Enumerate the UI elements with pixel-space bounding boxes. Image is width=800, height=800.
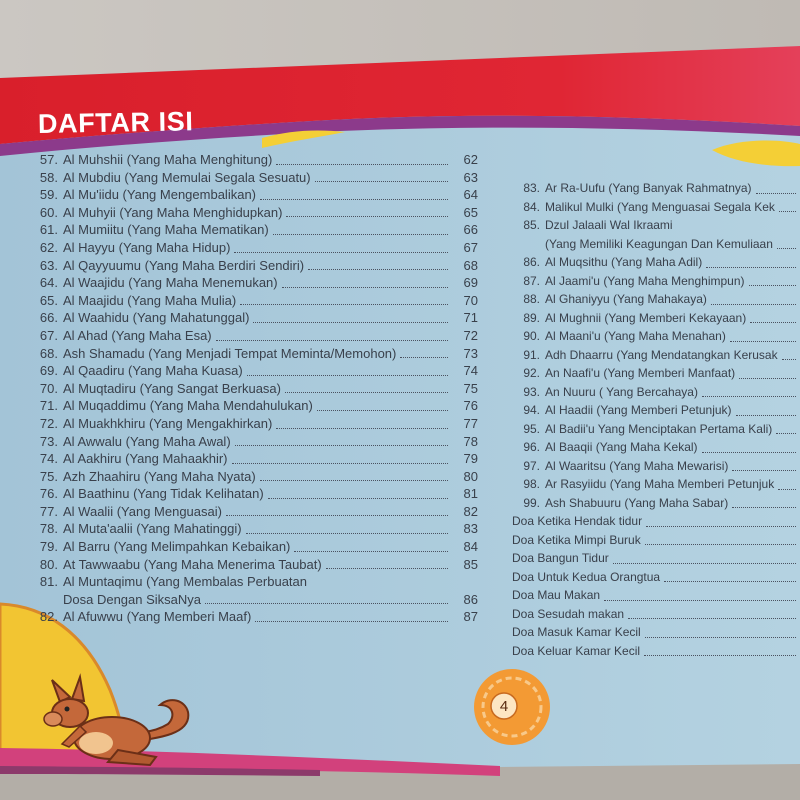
toc-entry: [30, 257, 478, 275]
toc-entry: [512, 179, 800, 198]
dot-leader: [282, 274, 448, 288]
toc-entry: [30, 362, 478, 380]
toc-entry: [30, 292, 478, 310]
toc-entry: [30, 556, 478, 574]
entry-page-number: 77: [463, 415, 478, 431]
entry-title: Doa Mau Makan: [512, 588, 601, 602]
toc-entry: [512, 290, 800, 309]
dot-leader: [604, 586, 796, 601]
toc-entry: [512, 494, 800, 513]
dot-leader: [702, 438, 796, 453]
dot-leader: [205, 591, 448, 605]
entry-title: Doa Bangun Tidur: [512, 551, 609, 565]
entry-title-continuation: Dosa Dengan SiksaNya: [63, 591, 202, 607]
kangaroo-eye: [65, 707, 70, 712]
entry-number-spacer: [30, 591, 58, 609]
entry-title: Al Jaami'u (Yang Maha Menghimpun): [545, 273, 745, 288]
dot-leader: [400, 345, 448, 359]
dot-leader: [315, 169, 448, 183]
entry-page-number: 87: [463, 609, 478, 625]
entry-title: Al Mu'iidu (Yang Mengembalikan): [63, 187, 257, 203]
entry-number: 93.: [523, 384, 540, 399]
toc-entry: [512, 420, 800, 439]
entry-page-number: 76: [463, 398, 478, 414]
entry-title: Ash Shabuuru (Yang Maha Sabar): [545, 495, 729, 510]
dot-leader: [732, 494, 796, 509]
entry-number: 66.: [39, 310, 58, 326]
toc-entry: [512, 309, 800, 328]
entry-title: Dzul Jalaali Wal Ikraami: [545, 218, 673, 232]
toc-entry: [512, 475, 800, 494]
toc-entry: [512, 198, 800, 217]
entry-page-number: 64: [463, 187, 478, 203]
entry-number: 58.: [39, 169, 58, 185]
entry-title: Ar Rasyiidu (Yang Maha Memberi Petunjuk: [545, 477, 775, 491]
entry-title: An Nuuru ( Yang Bercahaya): [545, 384, 698, 399]
entry-number: 89.: [523, 310, 540, 325]
entry-number: 88.: [523, 292, 540, 306]
entry-title: Al Maajidu (Yang Maha Mulia): [63, 292, 237, 308]
dot-leader: [664, 568, 796, 583]
dot-leader: [216, 327, 448, 341]
entry-title: Ar Ra-Uufu (Yang Banyak Rahmatnya): [545, 181, 752, 195]
dot-leader: [286, 204, 448, 218]
entry-number: 95.: [523, 421, 540, 436]
toc-entry: [30, 503, 478, 521]
dot-leader: [273, 221, 448, 235]
entry-title: Al Badii'u Yang Menciptakan Pertama Kali): [545, 421, 773, 436]
entry-title: Adh Dhaarru (Yang Mendatangkan Kerusak: [545, 347, 778, 362]
toc-entry: [512, 364, 800, 383]
dot-leader: [240, 292, 448, 306]
entry-page-number: 86: [463, 591, 478, 607]
dot-leader: [613, 549, 796, 564]
kangaroo-snout: [44, 712, 62, 726]
entry-title: An Naafi'u (Yang Memberi Manfaat): [545, 366, 736, 380]
dot-leader: [268, 485, 448, 499]
entry-number: 96.: [523, 440, 540, 454]
toc-entry: [512, 346, 800, 365]
entry-number: 67.: [39, 327, 58, 343]
entry-number: 85.: [523, 218, 540, 232]
entry-page-number: 74: [463, 363, 478, 379]
entry-number: 63.: [39, 257, 58, 273]
toc-entry: [512, 401, 800, 420]
toc-entry: [30, 608, 478, 626]
entry-page-number: 83: [463, 521, 478, 537]
entry-title: Al Ghaniyyu (Yang Mahakaya): [545, 292, 707, 306]
entry-title: Al Qaadiru (Yang Maha Kuasa): [63, 363, 243, 379]
toc-entry: [512, 531, 800, 550]
toc-entry: [512, 272, 800, 291]
toc-entry: [30, 468, 478, 486]
entry-title: Doa Masuk Kamar Kecil: [512, 625, 641, 639]
entry-number: 90.: [523, 329, 540, 343]
entry-title: Al Muakhkhiru (Yang Mengakhirkan): [63, 415, 273, 431]
toc-entry: [30, 274, 478, 292]
dot-leader: [779, 198, 796, 213]
toc-entry-continuation: [30, 591, 478, 609]
entry-title: At Tawwaabu (Yang Maha Menerima Taubat): [63, 556, 322, 572]
entry-number: 72.: [39, 415, 58, 431]
toc-entry: [512, 568, 800, 587]
entry-title: Al Waahidu (Yang Mahatunggal): [63, 310, 250, 326]
entry-title: Doa Ketika Mimpi Buruk: [512, 532, 641, 547]
entry-title: Al Muntaqimu (Yang Membalas Perbuatan: [63, 574, 307, 590]
toc-entry: [30, 309, 478, 327]
entry-title: Al Qayyuumu (Yang Maha Berdiri Sendiri): [63, 257, 305, 273]
entry-title: Al Muqtadiru (Yang Sangat Berkuasa): [63, 380, 281, 396]
entry-number: 61.: [39, 222, 58, 238]
entry-page-number: 65: [463, 204, 478, 220]
entry-title: Al Barru (Yang Melimpahkan Kebaikan): [63, 539, 291, 555]
dot-leader: [285, 380, 448, 394]
entry-title: Doa Ketika Hendak tidur: [512, 514, 643, 528]
dot-leader: [260, 468, 448, 482]
entry-number: 76.: [39, 486, 58, 502]
entry-title: Doa Keluar Kamar Kecil: [512, 643, 641, 658]
entry-page-number: 72: [463, 327, 478, 343]
dot-leader: [255, 608, 448, 622]
entry-title: Al Mumiitu (Yang Maha Mematikan): [63, 222, 269, 238]
entry-title: Al Muhshii (Yang Maha Menghitung): [63, 152, 273, 167]
entry-page-number: 62: [463, 152, 478, 167]
entry-number: 62.: [39, 239, 58, 255]
toc-entry: [30, 573, 478, 591]
toc-left-column: [30, 151, 478, 626]
entry-page-number: 78: [463, 433, 478, 449]
entry-page-number: 81: [463, 486, 478, 502]
entry-number: 98.: [523, 477, 540, 491]
toc-entry: [30, 186, 478, 204]
dot-leader: [247, 362, 448, 376]
dot-leader: [276, 415, 448, 429]
entry-number: 68.: [39, 345, 58, 361]
toc-entry: [30, 221, 478, 239]
dot-leader: [234, 239, 448, 253]
entry-number: 86.: [523, 255, 540, 269]
entry-title: Al Muqsithu (Yang Maha Adil): [545, 255, 703, 269]
toc-entry: [30, 485, 478, 503]
entry-title: Al Waajidu (Yang Maha Menemukan): [63, 275, 278, 291]
kangaroo-belly: [79, 732, 113, 754]
toc-entry: [30, 380, 478, 398]
entry-title: Al Waalii (Yang Menguasai): [63, 503, 222, 519]
dot-leader: [645, 531, 796, 546]
entry-title: Al Haadii (Yang Memberi Petunjuk): [545, 403, 732, 417]
dot-leader: [778, 475, 796, 490]
toc-entry: [30, 520, 478, 538]
entry-title: Al Mubdiu (Yang Memulai Segala Sesuatu): [63, 169, 311, 185]
dot-leader: [226, 503, 448, 517]
entry-number: 99.: [523, 495, 540, 510]
entry-title: Al Maani'u (Yang Maha Menahan): [545, 329, 726, 343]
dot-leader: [777, 235, 796, 250]
toc-entry: [512, 438, 800, 457]
entry-number: 83.: [523, 181, 540, 195]
dot-leader: [232, 450, 448, 464]
entry-number: 71.: [39, 398, 58, 414]
dot-leader: [732, 457, 796, 472]
toc-entry: [30, 345, 478, 363]
toc-entry: [512, 253, 800, 272]
toc-entry: [512, 457, 800, 476]
dot-leader: [711, 290, 796, 305]
dot-leader: [246, 520, 448, 534]
dot-leader: [782, 346, 796, 361]
entry-number: 91.: [523, 347, 540, 362]
toc-entry-continuation: [512, 235, 800, 254]
entry-title: Doa Sesudah makan: [512, 606, 625, 621]
toc-entry: [512, 327, 800, 346]
toc-entry: [512, 642, 800, 661]
entry-page-number: 71: [463, 310, 478, 326]
entry-page-number: 82: [463, 503, 478, 519]
entry-number-spacer: [512, 235, 540, 254]
entry-number: 79.: [39, 539, 58, 555]
entry-page-number: 67: [463, 239, 478, 255]
entry-number: 97.: [523, 458, 540, 473]
entry-title: Al Muqaddimu (Yang Maha Mendahulukan): [63, 398, 313, 414]
entry-page-number: 70: [463, 292, 478, 308]
entry-number: 81.: [39, 574, 58, 590]
dot-leader: [706, 253, 796, 268]
entry-title: Al Afuwwu (Yang Memberi Maaf): [63, 609, 252, 625]
toc-entry: [30, 204, 478, 222]
page-number: 4: [499, 698, 509, 715]
toc-entry: [30, 433, 478, 451]
entry-number: 59.: [39, 187, 58, 203]
entry-title: Al Awwalu (Yang Maha Awal): [63, 433, 231, 449]
entry-number: 92.: [523, 366, 540, 380]
dot-leader: [749, 272, 797, 287]
entry-page-number: 63: [463, 169, 478, 185]
entry-number: 69.: [39, 363, 58, 379]
entry-number: 75.: [39, 468, 58, 484]
toc-entry: [30, 415, 478, 433]
dot-leader: [736, 401, 796, 416]
entry-title: Al Ahad (Yang Maha Esa): [63, 327, 212, 343]
entry-number: 70.: [39, 380, 58, 396]
entry-title: Al Aakhiru (Yang Mahaakhir): [63, 451, 228, 467]
entry-number: 65.: [39, 292, 58, 308]
dot-leader: [317, 397, 448, 411]
entry-number: 80.: [39, 556, 58, 572]
dot-leader: [628, 605, 796, 620]
dot-leader: [294, 538, 448, 552]
page-number-badge: [474, 669, 550, 745]
dot-leader: [750, 309, 796, 324]
toc-entry: [512, 586, 800, 605]
dot-leader: [253, 309, 448, 323]
dot-leader: [235, 433, 448, 447]
entry-title: Al Waaritsu (Yang Maha Mewarisi): [545, 458, 729, 473]
entry-title: Al Baathinu (Yang Tidak Kelihatan): [63, 486, 264, 502]
entry-page-number: 85: [463, 556, 478, 572]
entry-title: Malikul Mulki (Yang Menguasai Segala Kek: [545, 199, 775, 214]
entry-number: 78.: [39, 521, 58, 537]
entry-page-number: 73: [463, 345, 478, 361]
dot-leader: [776, 420, 796, 435]
toc-right-column: [512, 179, 800, 660]
entry-page-number: 68: [463, 257, 478, 273]
entry-number: 87.: [523, 273, 540, 288]
entry-number: 82.: [39, 609, 58, 625]
entry-number: 64.: [39, 275, 58, 291]
entry-title: Azh Zhaahiru (Yang Maha Nyata): [63, 468, 256, 484]
toc-entry: [512, 216, 800, 235]
entry-number: 73.: [39, 433, 58, 449]
dot-leader: [260, 186, 448, 200]
dot-leader: [730, 327, 796, 342]
entry-page-number: 80: [463, 468, 478, 484]
toc-entry: [30, 397, 478, 415]
toc-entry: [30, 151, 478, 169]
entry-title: Ash Shamadu (Yang Menjadi Tempat Meminta/Memohon): [63, 345, 397, 361]
entry-number: 84.: [523, 199, 540, 214]
toc-entry: [512, 549, 800, 568]
entry-page-number: 69: [463, 275, 478, 291]
dot-leader: [756, 179, 796, 194]
entry-number: 77.: [39, 503, 58, 519]
entry-title: Al Baaqii (Yang Maha Kekal): [545, 440, 698, 454]
entry-page-number: 79: [463, 451, 478, 467]
toc-entry: [512, 623, 800, 642]
dot-leader: [308, 257, 448, 271]
toc-entry: [30, 239, 478, 257]
entry-number: 94.: [523, 403, 540, 417]
dot-leader: [646, 512, 796, 527]
entry-title: Doa Untuk Kedua Orangtua: [512, 569, 661, 584]
entry-title: Al Mughnii (Yang Memberi Kekayaan): [545, 310, 747, 325]
entry-title: Al Muta'aalii (Yang Mahatinggi): [63, 521, 242, 537]
entry-page-number: 66: [463, 222, 478, 238]
dot-leader: [276, 151, 448, 165]
dot-leader: [644, 642, 796, 657]
entry-title: Al Hayyu (Yang Maha Hidup): [63, 239, 231, 255]
entry-title-continuation: (Yang Memiliki Keagungan Dan Kemuliaan: [545, 236, 773, 251]
page-title: DAFTAR ISI: [37, 106, 194, 139]
dot-leader: [645, 623, 796, 638]
toc-entry: [512, 605, 800, 624]
toc-entry: [30, 538, 478, 556]
dot-leader: [702, 383, 796, 398]
dot-leader: [739, 364, 796, 379]
toc-entry: [30, 327, 478, 345]
toc-entry: [30, 169, 478, 187]
toc-entry: [30, 450, 478, 468]
entry-number: 74.: [39, 451, 58, 467]
entry-page-number: 75: [463, 380, 478, 396]
toc-entry: [512, 512, 800, 531]
entry-number: 57.: [39, 152, 58, 167]
dot-leader: [326, 556, 448, 570]
entry-number: 60.: [39, 204, 58, 220]
entry-page-number: 84: [463, 539, 478, 555]
entry-title: Al Muhyii (Yang Maha Menghidupkan): [63, 204, 283, 220]
toc-entry: [512, 383, 800, 402]
